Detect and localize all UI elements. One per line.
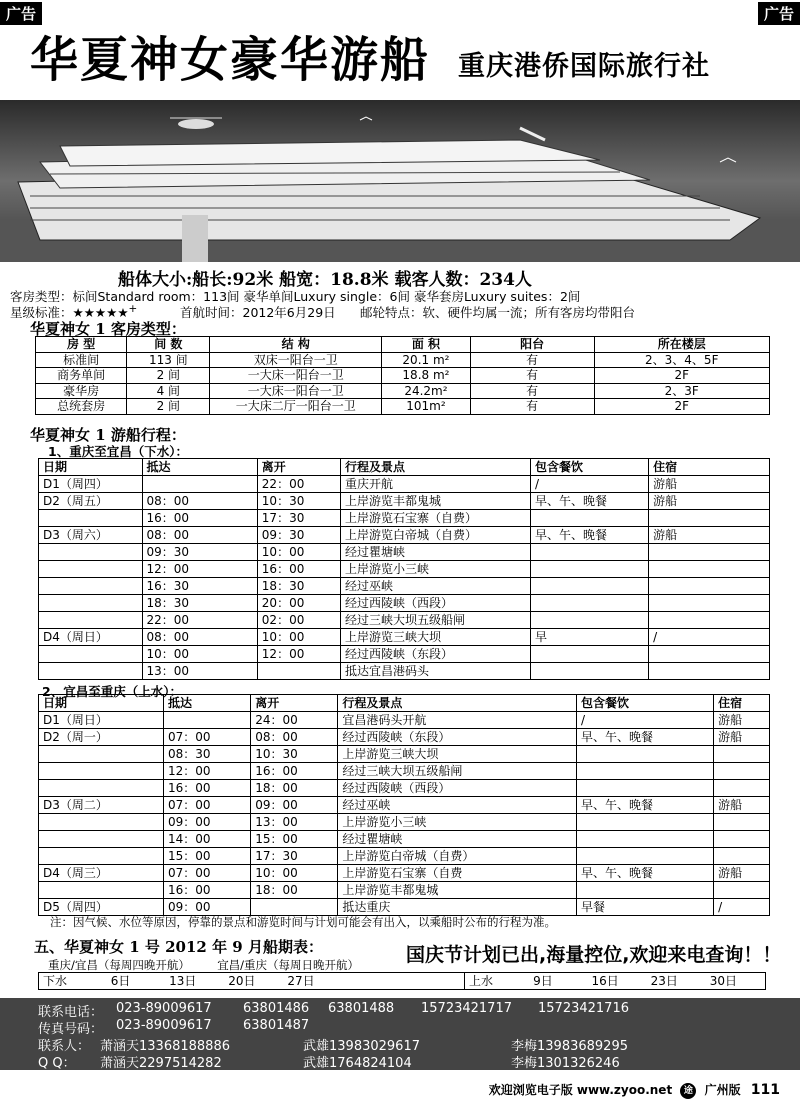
itinerary-header-cell: 离开 bbox=[257, 459, 340, 476]
itinerary-row bbox=[39, 899, 770, 916]
rooms-header-cell: 结 构 bbox=[210, 337, 382, 353]
itinerary-header-cell: 日期 bbox=[39, 695, 164, 712]
itinerary-cell: 08：00 bbox=[251, 729, 338, 746]
itinerary-cell: 18：00 bbox=[251, 882, 338, 899]
itinerary-cell: 经过西陵峡（东段） bbox=[338, 729, 577, 746]
itinerary-cell: 16：00 bbox=[164, 882, 251, 899]
itinerary-cell: 游船 bbox=[714, 729, 770, 746]
itinerary-cell: 经过三峡大坝五级船闸 bbox=[340, 612, 530, 629]
itinerary-cell: 上岸游览白帝城（自费） bbox=[338, 848, 577, 865]
itinerary-cell: 12：00 bbox=[142, 561, 257, 578]
room-cell: 2F bbox=[594, 399, 769, 415]
itinerary-row bbox=[39, 712, 770, 729]
itinerary-cell: 上岸游览丰都鬼城 bbox=[340, 493, 530, 510]
schedule-cell: 下水 bbox=[39, 973, 107, 990]
schedule-cell: 23日 bbox=[647, 973, 706, 990]
itinerary-cell bbox=[649, 663, 770, 680]
room-cell: 2、3、4、5F bbox=[594, 352, 769, 368]
room-row bbox=[36, 399, 770, 415]
itinerary-cell: 经过西陵峡（东段） bbox=[340, 646, 530, 663]
itinerary-cell: D1（周日） bbox=[39, 712, 164, 729]
itinerary-cell: 13：00 bbox=[142, 663, 257, 680]
fax-2[interactable]: 63801487 bbox=[243, 1018, 310, 1033]
itinerary-cell bbox=[530, 595, 648, 612]
itinerary-cell bbox=[714, 831, 770, 848]
qq-row bbox=[38, 1052, 620, 1071]
fax-label: 传真号码： bbox=[38, 1022, 104, 1037]
itinerary-cell: 上岸游览小三峡 bbox=[338, 814, 577, 831]
itinerary-cell: 02：00 bbox=[257, 612, 340, 629]
phone-1[interactable]: 023-89009617 bbox=[116, 1001, 212, 1016]
itinerary-cell: / bbox=[530, 476, 648, 493]
itinerary-cell: 上岸游览丰都鬼城 bbox=[338, 882, 577, 899]
schedule-cell: 16日 bbox=[587, 973, 646, 990]
agency-name: 重庆港侨国际旅行社 bbox=[458, 51, 710, 82]
itinerary-cell: 14：00 bbox=[164, 831, 251, 848]
itinerary-cell bbox=[39, 612, 143, 629]
room-cell: 有 bbox=[470, 368, 594, 384]
itinerary-cell: 22：00 bbox=[142, 612, 257, 629]
rooms-header-cell: 房 型 bbox=[36, 337, 127, 353]
itinerary-cell bbox=[714, 746, 770, 763]
itinerary-cell bbox=[577, 814, 714, 831]
ship-dimensions: 船体大小:船长:92米 船宽：18.8米 载客人数：234人 bbox=[118, 270, 532, 290]
itinerary-cell: 上岸游览小三峡 bbox=[340, 561, 530, 578]
itinerary-row bbox=[39, 629, 770, 646]
itinerary-cell bbox=[577, 746, 714, 763]
itinerary-cell: 经过三峡大坝五级船闸 bbox=[338, 763, 577, 780]
itinerary-cell bbox=[649, 646, 770, 663]
upstream-title: 2、宜昌至重庆（上水）： bbox=[42, 684, 182, 699]
itinerary-cell: 10：00 bbox=[251, 865, 338, 882]
schedule-cell: 9日 bbox=[529, 973, 587, 990]
room-cell: 24.2m² bbox=[382, 383, 471, 399]
itinerary-cell: 游船 bbox=[714, 712, 770, 729]
itinerary-cell bbox=[39, 595, 143, 612]
itinerary-cell: 10：30 bbox=[257, 493, 340, 510]
qq-label: Q Q： bbox=[38, 1056, 76, 1071]
rooms-header-cell: 面 积 bbox=[382, 337, 471, 353]
itinerary-cell: 09：00 bbox=[164, 899, 251, 916]
itinerary-cell: 24：00 bbox=[251, 712, 338, 729]
itinerary-row bbox=[39, 814, 770, 831]
room-row bbox=[36, 352, 770, 368]
itinerary-cell: 早餐 bbox=[577, 899, 714, 916]
schedule-headings bbox=[48, 957, 359, 973]
itinerary-row bbox=[39, 865, 770, 882]
phone-2[interactable]: 63801486 bbox=[243, 1001, 310, 1016]
itinerary-cell: 游船 bbox=[649, 493, 770, 510]
room-cell: 4 间 bbox=[127, 383, 210, 399]
itinerary-header-cell: 抵达 bbox=[164, 695, 251, 712]
schedule-cell: 上水 bbox=[465, 973, 530, 990]
ship-features: 邮轮特点：软、硬件均属一流；所有客房均带阳台 bbox=[360, 305, 636, 320]
room-cell: 一大床一阳台一卫 bbox=[210, 368, 382, 384]
itinerary-cell: 22：00 bbox=[257, 476, 340, 493]
room-cell: 2F bbox=[594, 368, 769, 384]
phone-4[interactable]: 15723421717 bbox=[421, 1001, 512, 1016]
downstream-itinerary-table bbox=[38, 458, 770, 680]
itinerary-cell bbox=[39, 578, 143, 595]
itinerary-cell bbox=[530, 646, 648, 663]
holiday-slogan: 国庆节计划已出,海量控位,欢迎来电查询！！ bbox=[406, 944, 782, 966]
itinerary-cell bbox=[39, 646, 143, 663]
room-cell: 101m² bbox=[382, 399, 471, 415]
itinerary-row bbox=[39, 646, 770, 663]
page-footer bbox=[489, 1081, 780, 1099]
itinerary-cell: 09：00 bbox=[251, 797, 338, 814]
itinerary-cell: 游船 bbox=[714, 797, 770, 814]
itinerary-cell: 10：30 bbox=[251, 746, 338, 763]
itinerary-header-cell: 住宿 bbox=[649, 459, 770, 476]
itinerary-cell: D3（周六） bbox=[39, 527, 143, 544]
room-cell: 20.1 m² bbox=[382, 352, 471, 368]
room-cell: 总统套房 bbox=[36, 399, 127, 415]
itinerary-cell bbox=[577, 831, 714, 848]
itinerary-cell bbox=[577, 763, 714, 780]
itinerary-cell bbox=[39, 544, 143, 561]
itinerary-cell bbox=[577, 780, 714, 797]
room-cell: 标准间 bbox=[36, 352, 127, 368]
cruise-ship-image bbox=[0, 100, 800, 262]
itinerary-cell: 17：30 bbox=[257, 510, 340, 527]
room-cell: 18.8 m² bbox=[382, 368, 471, 384]
itinerary-cell bbox=[39, 780, 164, 797]
itinerary-cell bbox=[649, 595, 770, 612]
itinerary-cell: D5（周四） bbox=[39, 899, 164, 916]
room-cell: 一大床一阳台一卫 bbox=[210, 383, 382, 399]
itinerary-cell: 08：00 bbox=[142, 493, 257, 510]
itinerary-cell: 游船 bbox=[714, 865, 770, 882]
person-3[interactable]: 李梅13983689295 bbox=[511, 1039, 628, 1054]
itinerary-cell: 重庆开航 bbox=[340, 476, 530, 493]
room-cell: 豪华房 bbox=[36, 383, 127, 399]
itinerary-header-cell: 抵达 bbox=[142, 459, 257, 476]
itinerary-cell bbox=[530, 510, 648, 527]
itinerary-cell: 早、午、晚餐 bbox=[577, 797, 714, 814]
itinerary-cell: 09：30 bbox=[142, 544, 257, 561]
itinerary-cell: 08：30 bbox=[164, 746, 251, 763]
room-cell: 2 间 bbox=[127, 399, 210, 415]
itinerary-cell bbox=[577, 882, 714, 899]
itinerary-cell: 07：00 bbox=[164, 729, 251, 746]
itinerary-cell: 18：00 bbox=[251, 780, 338, 797]
itinerary-cell: 上岸游览三峡大坝 bbox=[340, 629, 530, 646]
itinerary-cell: 早、午、晚餐 bbox=[530, 527, 648, 544]
upstream-schedule-head: 宜昌/重庆（每周日晚开航） bbox=[217, 958, 360, 972]
maiden-voyage: 首航时间：2012年6月29日 bbox=[180, 305, 336, 320]
itinerary-cell: 18：30 bbox=[257, 578, 340, 595]
itinerary-header-cell: 包含餐饮 bbox=[530, 459, 648, 476]
itinerary-note: 注：因气候、水位等原因，停靠的景点和游览时间与计划可能会有出入，以乘船时公布的行程为准。 bbox=[50, 915, 556, 929]
phone-3[interactable]: 63801488 bbox=[328, 1001, 395, 1016]
itinerary-cell bbox=[530, 561, 648, 578]
itinerary-cell: 07：00 bbox=[164, 865, 251, 882]
itinerary-cell bbox=[649, 578, 770, 595]
room-cell: 有 bbox=[470, 383, 594, 399]
itinerary-cell bbox=[530, 612, 648, 629]
itinerary-row bbox=[39, 780, 770, 797]
room-cell: 有 bbox=[470, 399, 594, 415]
itinerary-cell bbox=[39, 882, 164, 899]
ad-tag-right: 广告 bbox=[758, 2, 800, 25]
itinerary-cell: 08：00 bbox=[142, 629, 257, 646]
itinerary-cell bbox=[257, 663, 340, 680]
page-number: 111 bbox=[750, 1082, 780, 1098]
itinerary-cell: 经过巫峡 bbox=[340, 578, 530, 595]
itinerary-cell: 游船 bbox=[649, 527, 770, 544]
itinerary-header-cell: 包含餐饮 bbox=[577, 695, 714, 712]
itinerary-cell: 上岸游览石宝寨（自费 bbox=[338, 865, 577, 882]
itinerary-cell: D2（周一） bbox=[39, 729, 164, 746]
contact-panel bbox=[0, 998, 800, 1070]
itinerary-cell bbox=[530, 544, 648, 561]
itinerary-cell bbox=[649, 561, 770, 578]
room-cell: 双床一阳台一卫 bbox=[210, 352, 382, 368]
itinerary-row bbox=[39, 663, 770, 680]
itinerary-cell: 抵达重庆 bbox=[338, 899, 577, 916]
itinerary-cell bbox=[164, 712, 251, 729]
itinerary-section-title: 华夏神女 1 游船行程： bbox=[30, 426, 186, 444]
itinerary-cell: 18：30 bbox=[142, 595, 257, 612]
person-1[interactable]: 萧涵天13368188886 bbox=[100, 1039, 230, 1054]
itinerary-cell: / bbox=[649, 629, 770, 646]
itinerary-cell: D2（周五） bbox=[39, 493, 143, 510]
downstream-title: 1、重庆至宜昌（下水）： bbox=[48, 444, 188, 459]
itinerary-cell: 上岸游览石宝寨（自费） bbox=[340, 510, 530, 527]
itinerary-cell: 08：00 bbox=[142, 527, 257, 544]
itinerary-row bbox=[39, 882, 770, 899]
itinerary-cell: 10：00 bbox=[257, 544, 340, 561]
itinerary-cell bbox=[714, 882, 770, 899]
itinerary-cell: 上岸游览白帝城（自费） bbox=[340, 527, 530, 544]
room-row bbox=[36, 368, 770, 384]
itinerary-row bbox=[39, 746, 770, 763]
itinerary-cell: 早、午、晚餐 bbox=[577, 865, 714, 882]
itinerary-cell: 10：00 bbox=[257, 629, 340, 646]
phone-label: 联系电话： bbox=[38, 1005, 104, 1020]
itinerary-cell: 经过西陵峡（西段） bbox=[340, 595, 530, 612]
itinerary-cell: D4（周日） bbox=[39, 629, 143, 646]
rooms-header-cell: 间 数 bbox=[127, 337, 210, 353]
itinerary-cell: 07：00 bbox=[164, 797, 251, 814]
itinerary-row bbox=[39, 595, 770, 612]
cabin-types: 客房类型：标间Standard room：113间 豪华单间Luxury single：6间 豪华套房Luxury suites：2间 bbox=[10, 289, 581, 304]
itinerary-cell bbox=[714, 763, 770, 780]
itinerary-cell: 经过瞿塘峡 bbox=[338, 831, 577, 848]
footer-edition: 广州版 bbox=[704, 1083, 741, 1097]
itinerary-row bbox=[39, 763, 770, 780]
person-label: 联系人： bbox=[38, 1039, 91, 1054]
itinerary-cell: 早 bbox=[530, 629, 648, 646]
itinerary-row bbox=[39, 527, 770, 544]
itinerary-cell bbox=[530, 663, 648, 680]
itinerary-cell: 16：00 bbox=[251, 763, 338, 780]
itinerary-cell bbox=[39, 746, 164, 763]
itinerary-cell bbox=[39, 814, 164, 831]
room-cell: 有 bbox=[470, 352, 594, 368]
itinerary-cell: 16：00 bbox=[164, 780, 251, 797]
itinerary-cell: 游船 bbox=[649, 476, 770, 493]
itinerary-row bbox=[39, 544, 770, 561]
itinerary-header-cell: 行程及景点 bbox=[340, 459, 530, 476]
itinerary-cell: 经过西陵峡（西段） bbox=[338, 780, 577, 797]
itinerary-cell: D4（周三） bbox=[39, 865, 164, 882]
qq-2[interactable]: 武雄1764824104 bbox=[303, 1056, 412, 1071]
footer-site[interactable]: 欢迎浏览电子版 www.zyoo.net bbox=[488, 1083, 673, 1097]
person-2[interactable]: 武雄13983029617 bbox=[303, 1039, 420, 1054]
itinerary-cell bbox=[39, 510, 143, 527]
itinerary-cell bbox=[714, 848, 770, 865]
itinerary-cell: 15：00 bbox=[164, 848, 251, 865]
itinerary-cell: 宜昌港码头开航 bbox=[338, 712, 577, 729]
itinerary-cell: 09：00 bbox=[164, 814, 251, 831]
schedule-cell: 20日 bbox=[224, 973, 283, 990]
rooms-header-cell: 阳台 bbox=[470, 337, 594, 353]
itinerary-cell: 20：00 bbox=[257, 595, 340, 612]
itinerary-row bbox=[39, 578, 770, 595]
logo-icon: 途 bbox=[680, 1083, 696, 1099]
qq-3[interactable]: 李梅1301326246 bbox=[511, 1056, 620, 1071]
star-rating: 星级标准：★★★★★+ bbox=[10, 303, 138, 321]
itinerary-cell: / bbox=[577, 712, 714, 729]
itinerary-cell bbox=[649, 510, 770, 527]
itinerary-cell: D3（周二） bbox=[39, 797, 164, 814]
itinerary-cell bbox=[39, 848, 164, 865]
itinerary-row bbox=[39, 476, 770, 493]
itinerary-cell bbox=[142, 476, 257, 493]
itinerary-cell bbox=[649, 612, 770, 629]
itinerary-header-cell: 住宿 bbox=[714, 695, 770, 712]
itinerary-row bbox=[39, 493, 770, 510]
schedule-cell: 6日 bbox=[107, 973, 165, 990]
itinerary-header-cell: 行程及景点 bbox=[338, 695, 577, 712]
room-cell: 113 间 bbox=[127, 352, 210, 368]
itinerary-row bbox=[39, 612, 770, 629]
schedule-cell: 30日 bbox=[706, 973, 766, 990]
itinerary-cell: 12：00 bbox=[164, 763, 251, 780]
itinerary-cell: D1（周四） bbox=[39, 476, 143, 493]
rooms-table bbox=[35, 336, 770, 415]
itinerary-row bbox=[39, 561, 770, 578]
itinerary-cell: 上岸游览三峡大坝 bbox=[338, 746, 577, 763]
upstream-itinerary-table bbox=[38, 694, 770, 916]
itinerary-cell bbox=[39, 663, 143, 680]
itinerary-cell bbox=[714, 814, 770, 831]
itinerary-cell bbox=[39, 561, 143, 578]
page-title: 华夏神女豪华游船 bbox=[30, 32, 431, 88]
itinerary-header-cell: 离开 bbox=[251, 695, 338, 712]
itinerary-row bbox=[39, 848, 770, 865]
itinerary-cell: 16：30 bbox=[142, 578, 257, 595]
itinerary-cell: 15：00 bbox=[251, 831, 338, 848]
itinerary-cell: 17：30 bbox=[251, 848, 338, 865]
itinerary-cell: 抵达宜昌港码头 bbox=[340, 663, 530, 680]
rooms-section-title: 华夏神女 1 客房类型： bbox=[30, 320, 186, 338]
itinerary-cell: 16：00 bbox=[257, 561, 340, 578]
itinerary-row bbox=[39, 729, 770, 746]
itinerary-cell: 13：00 bbox=[251, 814, 338, 831]
itinerary-cell: 12：00 bbox=[257, 646, 340, 663]
schedule-table bbox=[38, 972, 766, 990]
downstream-schedule-head: 重庆/宜昌（每周四晚开航） bbox=[48, 958, 190, 972]
phone-5[interactable]: 15723421716 bbox=[538, 1001, 629, 1016]
itinerary-cell bbox=[577, 848, 714, 865]
itinerary-cell: 10：00 bbox=[142, 646, 257, 663]
itinerary-cell: 09：30 bbox=[257, 527, 340, 544]
itinerary-row bbox=[39, 510, 770, 527]
ad-tag-left: 广告 bbox=[0, 2, 42, 25]
room-cell: 2 间 bbox=[127, 368, 210, 384]
room-row bbox=[36, 383, 770, 399]
itinerary-cell bbox=[649, 544, 770, 561]
qq-1[interactable]: 萧涵天2297514282 bbox=[100, 1056, 222, 1071]
itinerary-cell bbox=[39, 763, 164, 780]
itinerary-cell: / bbox=[714, 899, 770, 916]
room-cell: 一大床二厅一阳台一卫 bbox=[210, 399, 382, 415]
itinerary-row bbox=[39, 797, 770, 814]
room-cell: 商务单间 bbox=[36, 368, 127, 384]
itinerary-cell: 早、午、晚餐 bbox=[577, 729, 714, 746]
itinerary-header-cell: 日期 bbox=[39, 459, 143, 476]
itinerary-cell bbox=[251, 899, 338, 916]
schedule-section-title: 五、华夏神女 1 号 2012 年 9 月船期表： bbox=[34, 938, 323, 956]
itinerary-cell bbox=[530, 578, 648, 595]
itinerary-cell bbox=[39, 831, 164, 848]
itinerary-cell bbox=[714, 780, 770, 797]
room-cell: 2、3F bbox=[594, 383, 769, 399]
schedule-cell: 27日 bbox=[283, 973, 464, 990]
fax-1[interactable]: 023-89009617 bbox=[116, 1018, 212, 1033]
itinerary-cell: 早、午、晚餐 bbox=[530, 493, 648, 510]
itinerary-row bbox=[39, 831, 770, 848]
rooms-header-cell: 所在楼层 bbox=[594, 337, 769, 353]
itinerary-cell: 经过巫峡 bbox=[338, 797, 577, 814]
itinerary-cell: 经过瞿塘峡 bbox=[340, 544, 530, 561]
schedule-cell: 13日 bbox=[165, 973, 224, 990]
itinerary-cell: 16：00 bbox=[142, 510, 257, 527]
